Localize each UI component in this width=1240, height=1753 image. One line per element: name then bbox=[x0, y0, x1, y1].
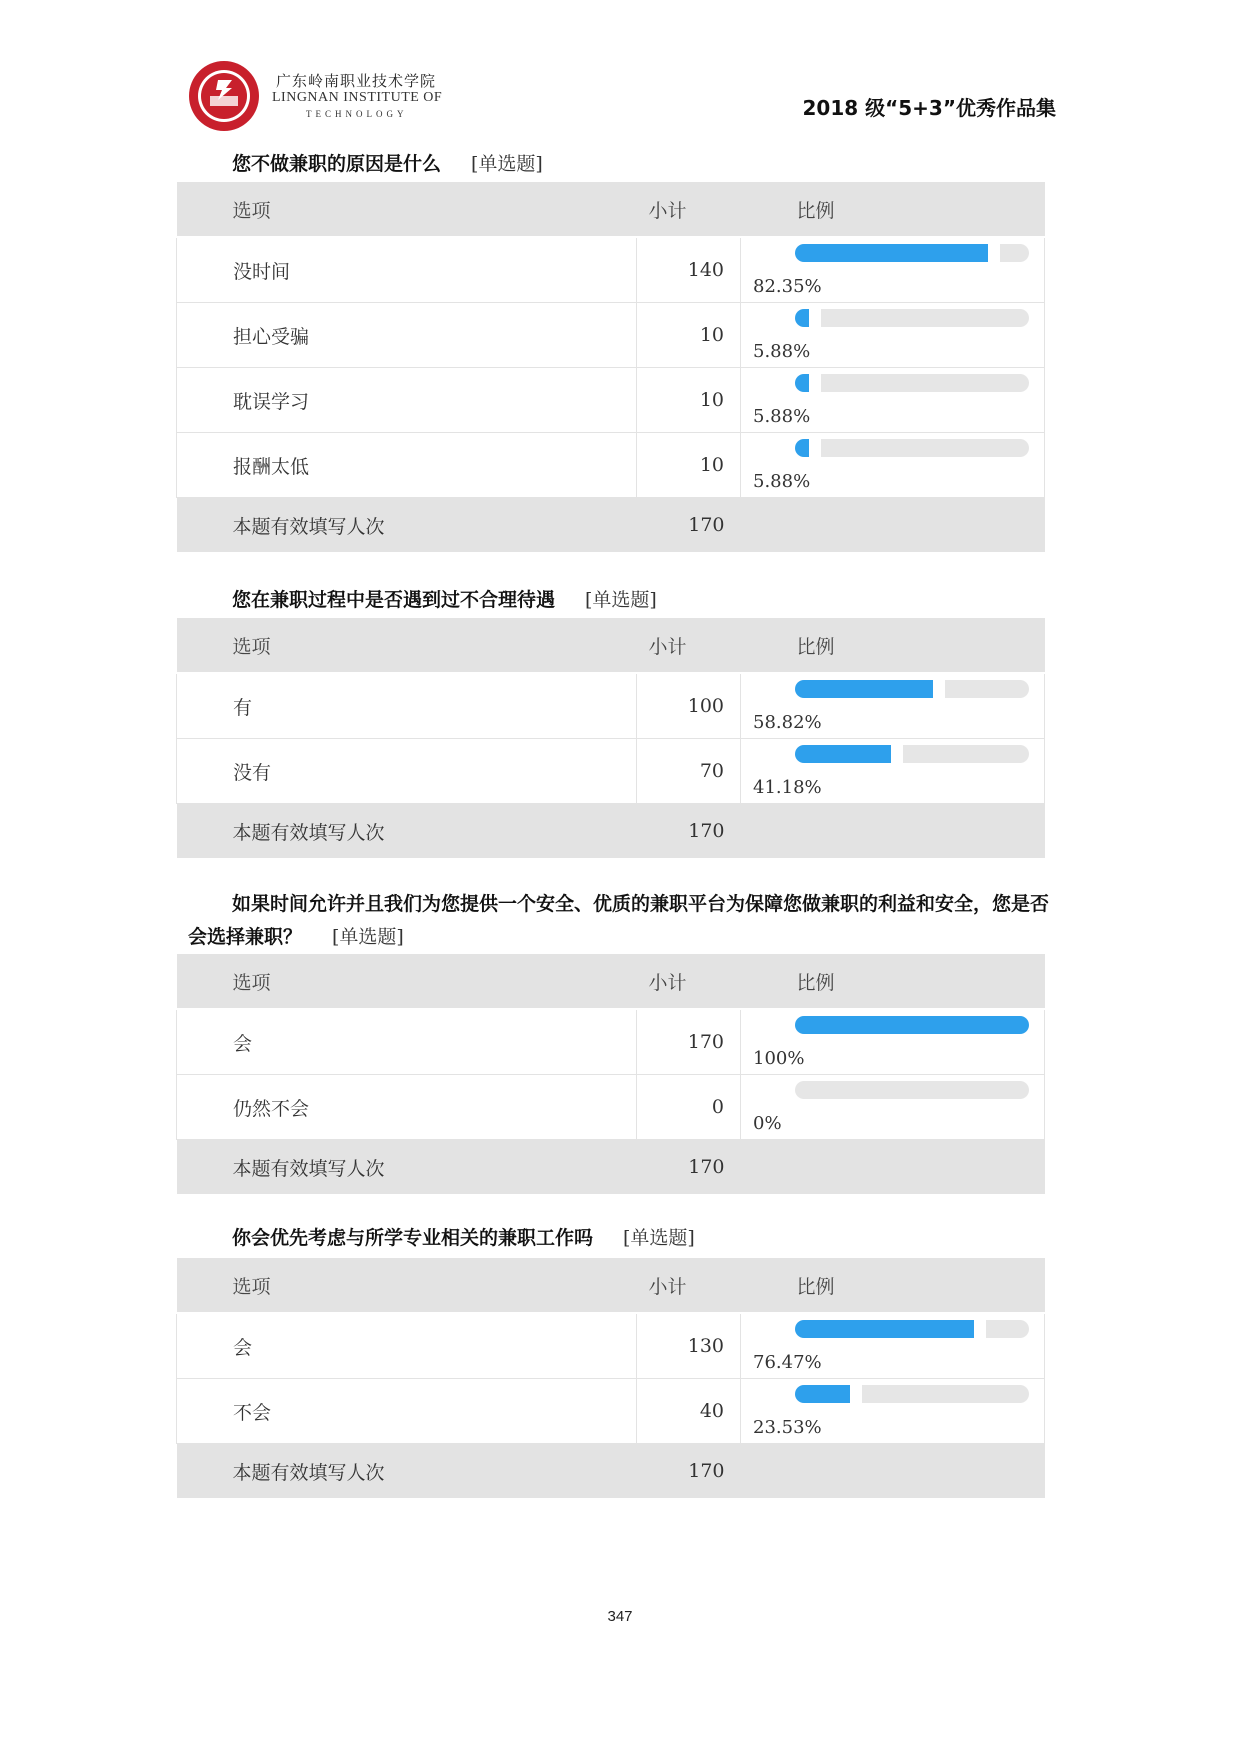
ratio-cell bbox=[741, 433, 1045, 498]
table-row bbox=[177, 1009, 1045, 1075]
question-title bbox=[188, 888, 1060, 954]
column-header-ratio: 比例 bbox=[741, 954, 1045, 1009]
table-row bbox=[177, 237, 1045, 303]
ratio-bar-track bbox=[986, 1320, 1029, 1338]
page-header bbox=[0, 0, 1240, 140]
option-label: 会 bbox=[177, 1009, 637, 1075]
ratio-bar bbox=[795, 1385, 1029, 1403]
ratio-cell bbox=[741, 1379, 1045, 1444]
ratio-percent: 100% bbox=[753, 1048, 805, 1069]
total-row bbox=[177, 498, 1045, 553]
survey-table bbox=[176, 618, 1045, 858]
college-logo-icon bbox=[188, 60, 260, 132]
total-count: 170 bbox=[637, 804, 741, 859]
question-text: 你会优先考虑与所学专业相关的兼职工作吗 bbox=[232, 1227, 594, 1249]
question-type: [单选题] bbox=[471, 153, 543, 175]
total-count: 170 bbox=[637, 498, 741, 553]
survey-table bbox=[176, 182, 1045, 552]
ratio-bar-track bbox=[903, 745, 1029, 763]
document-title: 2018 级“5+3”优秀作品集 bbox=[802, 96, 1056, 120]
option-label: 没有 bbox=[177, 739, 637, 804]
question-text: 如果时间允许并且我们为您提供一个安全、优质的兼职平台为保障您做兼职的利益和安全，您是否会选择兼职？ bbox=[188, 893, 1050, 948]
ratio-bar-fill bbox=[795, 309, 809, 327]
ratio-cell bbox=[741, 673, 1045, 739]
ratio-cell bbox=[741, 237, 1045, 303]
ratio-bar-fill bbox=[795, 439, 809, 457]
column-header-ratio: 比例 bbox=[741, 1258, 1045, 1313]
total-label: 本题有效填写人次 bbox=[177, 804, 637, 859]
question-text: 您在兼职过程中是否遇到过不合理待遇 bbox=[232, 589, 556, 611]
option-count: 130 bbox=[637, 1313, 741, 1379]
ratio-bar bbox=[795, 439, 1029, 457]
option-label: 不会 bbox=[177, 1379, 637, 1444]
option-count: 10 bbox=[637, 303, 741, 368]
ratio-cell bbox=[741, 303, 1045, 368]
question-title bbox=[232, 148, 543, 181]
ratio-bar-track bbox=[821, 439, 1029, 457]
question-type: [单选题] bbox=[623, 1227, 695, 1249]
ratio-bar bbox=[795, 1016, 1029, 1034]
option-label: 没时间 bbox=[177, 237, 637, 303]
column-header-count: 小计 bbox=[637, 1258, 741, 1313]
table-row bbox=[177, 739, 1045, 804]
ratio-bar-track bbox=[862, 1385, 1029, 1403]
ratio-bar-fill bbox=[795, 1320, 974, 1338]
ratio-percent: 76.47% bbox=[753, 1352, 822, 1373]
table-row bbox=[177, 1075, 1045, 1140]
column-header-count: 小计 bbox=[637, 954, 741, 1009]
total-row bbox=[177, 1444, 1045, 1499]
question-type: [单选题] bbox=[332, 926, 404, 948]
column-header-count: 小计 bbox=[637, 618, 741, 673]
column-header-option: 选项 bbox=[177, 1258, 637, 1313]
option-label: 有 bbox=[177, 673, 637, 739]
total-label: 本题有效填写人次 bbox=[177, 1444, 637, 1499]
total-count: 170 bbox=[637, 1140, 741, 1195]
column-header-option: 选项 bbox=[177, 182, 637, 237]
option-label: 会 bbox=[177, 1313, 637, 1379]
ratio-percent: 5.88% bbox=[753, 471, 811, 492]
question-text: 您不做兼职的原因是什么 bbox=[232, 153, 442, 175]
ratio-percent: 82.35% bbox=[753, 276, 822, 297]
ratio-percent: 0% bbox=[753, 1113, 782, 1134]
ratio-bar bbox=[795, 244, 1029, 262]
ratio-bar bbox=[795, 374, 1029, 392]
table-row bbox=[177, 303, 1045, 368]
institute-name-en-sub: TECHNOLOGY bbox=[306, 109, 408, 119]
ratio-bar-track bbox=[1000, 244, 1029, 262]
column-header-ratio: 比例 bbox=[741, 618, 1045, 673]
survey-table bbox=[176, 954, 1045, 1194]
table-row bbox=[177, 433, 1045, 498]
table-row bbox=[177, 1313, 1045, 1379]
ratio-bar-fill bbox=[795, 1016, 1029, 1034]
total-label: 本题有效填写人次 bbox=[177, 498, 637, 553]
ratio-percent: 23.53% bbox=[753, 1417, 822, 1438]
ratio-bar-track bbox=[945, 680, 1029, 698]
ratio-bar bbox=[795, 680, 1029, 698]
ratio-bar bbox=[795, 309, 1029, 327]
column-header-option: 选项 bbox=[177, 618, 637, 673]
ratio-bar-track bbox=[821, 374, 1029, 392]
total-count: 170 bbox=[637, 1444, 741, 1499]
ratio-bar-fill bbox=[795, 374, 809, 392]
option-count: 0 bbox=[637, 1075, 741, 1140]
institute-name-cn: 广东岭南职业技术学院 bbox=[276, 72, 437, 90]
ratio-cell bbox=[741, 1075, 1045, 1140]
ratio-bar-track bbox=[795, 1081, 1029, 1099]
ratio-bar-fill bbox=[795, 680, 933, 698]
ratio-cell bbox=[741, 368, 1045, 433]
ratio-bar-fill bbox=[795, 1385, 850, 1403]
question-title bbox=[232, 584, 657, 617]
total-row bbox=[177, 1140, 1045, 1195]
ratio-percent: 5.88% bbox=[753, 341, 811, 362]
question-title bbox=[232, 1222, 695, 1255]
ratio-cell bbox=[741, 1313, 1045, 1379]
ratio-cell bbox=[741, 1009, 1045, 1075]
ratio-percent: 5.88% bbox=[753, 406, 811, 427]
option-count: 140 bbox=[637, 237, 741, 303]
ratio-percent: 41.18% bbox=[753, 777, 822, 798]
total-label: 本题有效填写人次 bbox=[177, 1140, 637, 1195]
option-count: 100 bbox=[637, 673, 741, 739]
ratio-bar-track bbox=[821, 309, 1029, 327]
option-count: 10 bbox=[637, 368, 741, 433]
option-label: 仍然不会 bbox=[177, 1075, 637, 1140]
ratio-bar bbox=[795, 1320, 1029, 1338]
ratio-bar-fill bbox=[795, 745, 891, 763]
institute-name-en: LINGNAN INSTITUTE OF bbox=[272, 90, 443, 105]
table-row bbox=[177, 1379, 1045, 1444]
ratio-bar bbox=[795, 1081, 1029, 1099]
ratio-percent: 58.82% bbox=[753, 712, 822, 733]
option-label: 耽误学习 bbox=[177, 368, 637, 433]
total-row bbox=[177, 804, 1045, 859]
option-label: 报酬太低 bbox=[177, 433, 637, 498]
column-header-count: 小计 bbox=[637, 182, 741, 237]
column-header-option: 选项 bbox=[177, 954, 637, 1009]
page-number: 347 bbox=[607, 1608, 633, 1625]
table-row bbox=[177, 673, 1045, 739]
table-row bbox=[177, 368, 1045, 433]
ratio-bar-fill bbox=[795, 244, 988, 262]
ratio-bar bbox=[795, 745, 1029, 763]
option-count: 40 bbox=[637, 1379, 741, 1444]
column-header-ratio: 比例 bbox=[741, 182, 1045, 237]
option-count: 170 bbox=[637, 1009, 741, 1075]
option-count: 70 bbox=[637, 739, 741, 804]
question-type: [单选题] bbox=[585, 589, 657, 611]
survey-table bbox=[176, 1258, 1045, 1498]
option-count: 10 bbox=[637, 433, 741, 498]
ratio-cell bbox=[741, 739, 1045, 804]
option-label: 担心受骗 bbox=[177, 303, 637, 368]
